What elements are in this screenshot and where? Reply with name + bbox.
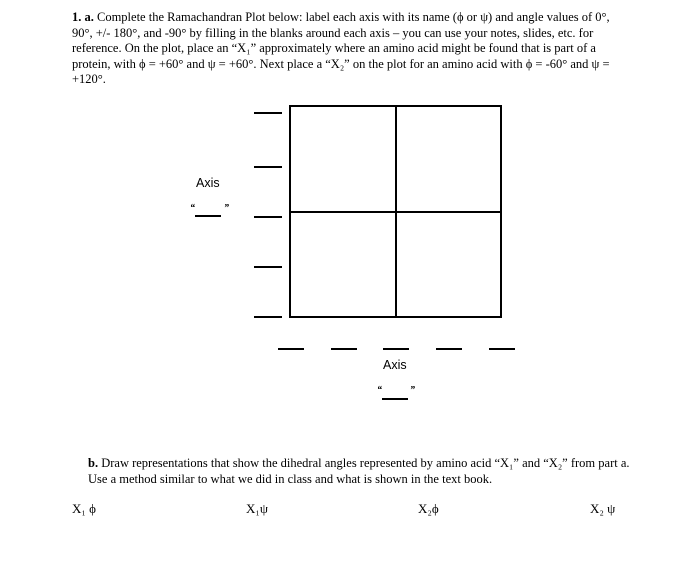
x-axis-label: Axis bbox=[383, 358, 407, 372]
x-axis-name-blank[interactable] bbox=[382, 398, 408, 400]
x-axis-blank-2[interactable] bbox=[331, 348, 357, 350]
label-x1-phi: X₁ ϕ bbox=[72, 501, 97, 516]
y-axis-blank-4[interactable] bbox=[254, 266, 282, 268]
x-axis-blank-3[interactable] bbox=[383, 348, 409, 350]
ramachandran-plot-grid[interactable] bbox=[289, 105, 502, 318]
question-1a bbox=[72, 10, 632, 88]
label-x2-phi: X₂ϕ bbox=[418, 501, 439, 516]
label-x2-psi: X₂ ψ bbox=[590, 501, 616, 516]
y-axis-blank-2[interactable] bbox=[254, 166, 282, 168]
y-axis-blank-1[interactable] bbox=[254, 112, 282, 114]
grid-horizontal-center-line bbox=[291, 211, 500, 213]
question-1b-text: Draw representations that show the dihedral angles represented by amino acid “X₁” and “X₂” from part a. Use a method similar to what we did in class and what is shown in the text book. bbox=[88, 456, 630, 486]
question-1b-number: b. bbox=[88, 456, 99, 470]
x-axis-open-quote: “ bbox=[377, 385, 382, 396]
y-axis-close-quote: ” bbox=[224, 203, 229, 214]
question-1b bbox=[88, 456, 648, 487]
x-axis-blank-4[interactable] bbox=[436, 348, 462, 350]
y-axis-open-quote: “ bbox=[190, 203, 195, 214]
y-axis-label: Axis bbox=[196, 176, 220, 190]
question-1a-text: Complete the Ramachandran Plot below: label each axis with its name (ϕ or ψ) and angle values of 0°, 90°, +/- 180°, and -90° by filling in the blanks around each axis – you can use your notes, slides, etc. for reference. On the plot, place an “X₁” approximately where an amino acid might be found that is part of a protein, with ϕ = +60° and ψ = +60°. Next place a “X₂” on the plot for an amino acid with ϕ = -60° and ψ = +120°. bbox=[72, 10, 610, 86]
y-axis-name-blank[interactable] bbox=[195, 215, 221, 217]
y-axis-blank-5[interactable] bbox=[254, 316, 282, 318]
question-1a-number: 1. a. bbox=[72, 10, 94, 24]
y-axis-blank-3[interactable] bbox=[254, 216, 282, 218]
x-axis-close-quote: ” bbox=[410, 385, 415, 396]
x-axis-blank-1[interactable] bbox=[278, 348, 304, 350]
label-x1-psi: X₁ψ bbox=[246, 501, 269, 516]
x-axis-blank-5[interactable] bbox=[489, 348, 515, 350]
